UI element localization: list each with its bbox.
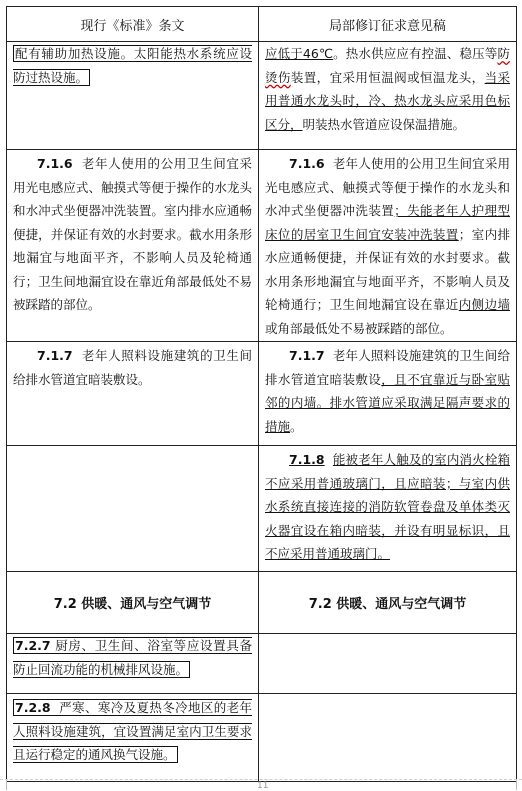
revision-cell bbox=[259, 342, 517, 446]
section-heading-current: 7.2 供暖、通风与空气调节 bbox=[7, 572, 259, 634]
header-revision-draft: 局部修订征求意见稿 bbox=[259, 7, 517, 42]
revision-cell bbox=[259, 446, 517, 572]
clause-text: 严寒、寒冷及夏热冬冷地区的老年人照料设施建筑，宜设置满足室内卫生要求且运行稳定的通风换气设施。 bbox=[13, 700, 252, 762]
revision-text: 。 bbox=[290, 418, 303, 434]
header-row bbox=[7, 7, 517, 42]
table-row bbox=[7, 634, 517, 694]
clause-number: 7.1.6 bbox=[37, 156, 73, 171]
temperature-value: 46℃ bbox=[302, 46, 334, 61]
section-heading-revision: 7.2 供暖、通风与空气调节 bbox=[259, 572, 517, 634]
current-cell bbox=[7, 342, 259, 446]
page-corner-mark bbox=[6, 780, 17, 790]
clause-number: 7.1.7 bbox=[289, 348, 325, 363]
inserted-text: 内侧边墙 bbox=[458, 297, 510, 312]
revision-text: 老年人使用的公用卫生间宜采用光电感应式、触摸式等便于操作的水龙头和水冲式坐便器冲洗装置 bbox=[265, 156, 510, 218]
table-row bbox=[7, 694, 517, 782]
revision-text: ；室内排水应通畅便捷，并保证有效的水封要求。截水用条形地漏宜与地面平齐，不影响人员及轮椅通行；卫生间地漏宜设在靠近 bbox=[265, 226, 510, 312]
section-row bbox=[7, 572, 517, 634]
revision-text: 老年人照料设施建筑的卫生间给排水管道宜暗装敷设 bbox=[265, 348, 510, 387]
revision-text: 。热水供应应有控温、稳压等 bbox=[333, 46, 498, 61]
clause-number: 7.1.6 bbox=[289, 156, 325, 171]
spellcheck-flag-text: 防烫伤 bbox=[265, 46, 510, 85]
inserted-text: ；失能老年人护理型床位的居室卫生间宜安装冲洗装置 bbox=[265, 203, 510, 242]
clause-number: 7.2.8 bbox=[15, 700, 51, 715]
revision-text: 应低于 bbox=[265, 46, 303, 61]
inserted-text: ，且不宜靠近与卧室贴邻的内墙。排水管道应采取满足隔声要求的措施 bbox=[265, 371, 510, 434]
current-cell-empty bbox=[7, 446, 259, 572]
clause-number: 7.2.7 bbox=[15, 638, 51, 653]
current-cell bbox=[7, 150, 259, 342]
inserted-text: 能被老年人触及的室内消火栓箱不应采用普通玻璃门，且应暗装；与室内供水系统直接连接的消防软管卷盘及单体类灭火器宜设在箱内暗装，并设有明显标识，且不应采用普通玻璃门。 bbox=[265, 452, 510, 561]
revision-text: 或角部最低处不易被踩踏的部位。 bbox=[265, 320, 453, 336]
page-number: 11 bbox=[257, 781, 269, 791]
clause-number: 7.1.8 bbox=[289, 452, 325, 467]
current-cell bbox=[7, 42, 259, 150]
header-current-standard: 现行《标准》条文 bbox=[7, 7, 259, 42]
revision-cell-empty bbox=[259, 694, 517, 782]
clause-number: 7.1.7 bbox=[37, 348, 73, 363]
table-row bbox=[7, 446, 517, 572]
page-footer-divider bbox=[0, 779, 522, 780]
table-row bbox=[7, 42, 517, 150]
page-corner-mark bbox=[506, 780, 517, 790]
revision-text: 装置，宜采用恒温阀或恒温龙头， bbox=[290, 69, 485, 85]
boxed-text: 配有辅助加热设施。太阳能热水系统应设防过热设施。 bbox=[13, 46, 252, 85]
clause-text: 厨房、卫生间、浴室等应设置具备防止回流功能的机械排风设施。 bbox=[13, 638, 252, 677]
boxed-text bbox=[13, 637, 252, 678]
revision-cell-empty bbox=[259, 634, 517, 694]
inserted-text: 当采用普通水龙头时，冷、热水龙头应采用色标区分， bbox=[265, 69, 510, 132]
current-cell bbox=[7, 694, 259, 782]
clause-text: 老年人照料设施建筑的卫生间给排水管道宜暗装敷设。 bbox=[13, 348, 252, 387]
revision-text: 明装热水管道应设保温措施。 bbox=[302, 116, 466, 132]
boxed-text bbox=[13, 699, 252, 763]
clause-text: 老年人使用的公用卫生间宜采用光电感应式、触摸式等便于操作的水龙头和水冲式坐便器冲洗装置。室内排水应通畅便捷，并保证有效的水封要求。截水用条形地漏宜与地面平齐，不影响人员及轮椅通行；卫生间地漏宜设在靠近角部最低处不易被踩踏的部位。 bbox=[13, 156, 252, 312]
revision-cell bbox=[259, 150, 517, 342]
table-row bbox=[7, 150, 517, 342]
comparison-table bbox=[6, 6, 517, 782]
table-row bbox=[7, 342, 517, 446]
current-cell bbox=[7, 634, 259, 694]
revision-cell bbox=[259, 42, 517, 150]
